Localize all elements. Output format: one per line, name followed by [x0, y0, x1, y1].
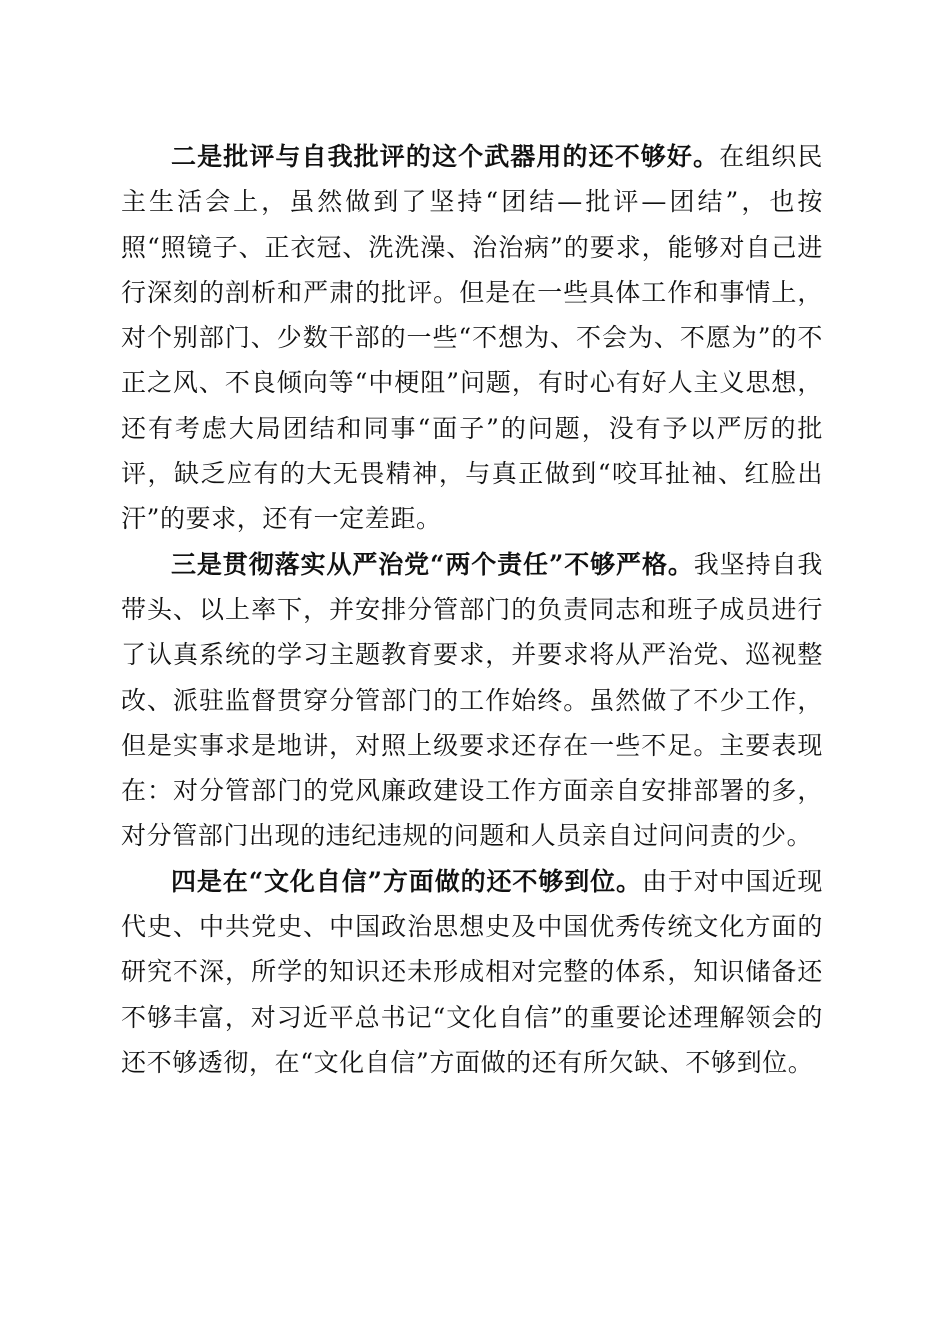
paragraph-body-responsibility: 我坚持自我带头、以上率下，并安排分管部门的负责同志和班子成员进行了认真系统的学习主题教育要求，并要求将从严治党、巡视整改、派驻监督贯穿分管部门的工作始终。虽然做了不少工作，但是实事求是地讲，对照上级要求还存在一些不足。主要表现在：对分管部门的党风廉政建设工作方面亲自安排部署的多，对分管部门出现的违纪违规的问题和人员亲自过问问责的少。: [121, 549, 823, 851]
paragraph-lead-culture: 四是在“文化自信”方面做的还不够到位。: [171, 866, 642, 896]
paragraph-body-criticism: 在组织民主生活会上，虽然做到了坚持“团结—批评—团结”，也按照“照镜子、正衣冠、洗洗澡、治治病”的要求，能够对自己进行深刻的剖析和严肃的批评。但是在一些具体工作和事情上，对个别部门、少数干部的一些“不想为、不会为、不愿为”的不正之风、不良倾向等“中梗阻”问题，有时心有好人主义思想，还有考虑大局团结和同事“面子”的问题，没有予以严厉的批评，缺乏应有的大无畏精神，与真正做到“咬耳扯袖、红脸出汗”的要求，还有一定差距。: [121, 142, 823, 534]
paragraph-criticism: [121, 134, 823, 542]
paragraph-lead-criticism: 二是批评与自我批评的这个武器用的还不够好。: [171, 142, 720, 171]
paragraph-lead-responsibility: 三是贯彻落实从严治党“两个责任”不够严格。: [171, 549, 694, 579]
paragraph-body-culture: 由于对中国近现代史、中共党史、中国政治思想史及中国优秀传统文化方面的研究不深，所学的知识还未形成相对完整的体系，知识储备还不够丰富，对习近平总书记“文化自信”的重要论述理解领会的还不够透彻，在“文化自信”方面做的还有所欠缺、不够到位。: [121, 866, 823, 1077]
paragraph-culture: [121, 859, 823, 1085]
paragraph-responsibility: [121, 542, 823, 859]
document-body: [121, 134, 823, 1085]
